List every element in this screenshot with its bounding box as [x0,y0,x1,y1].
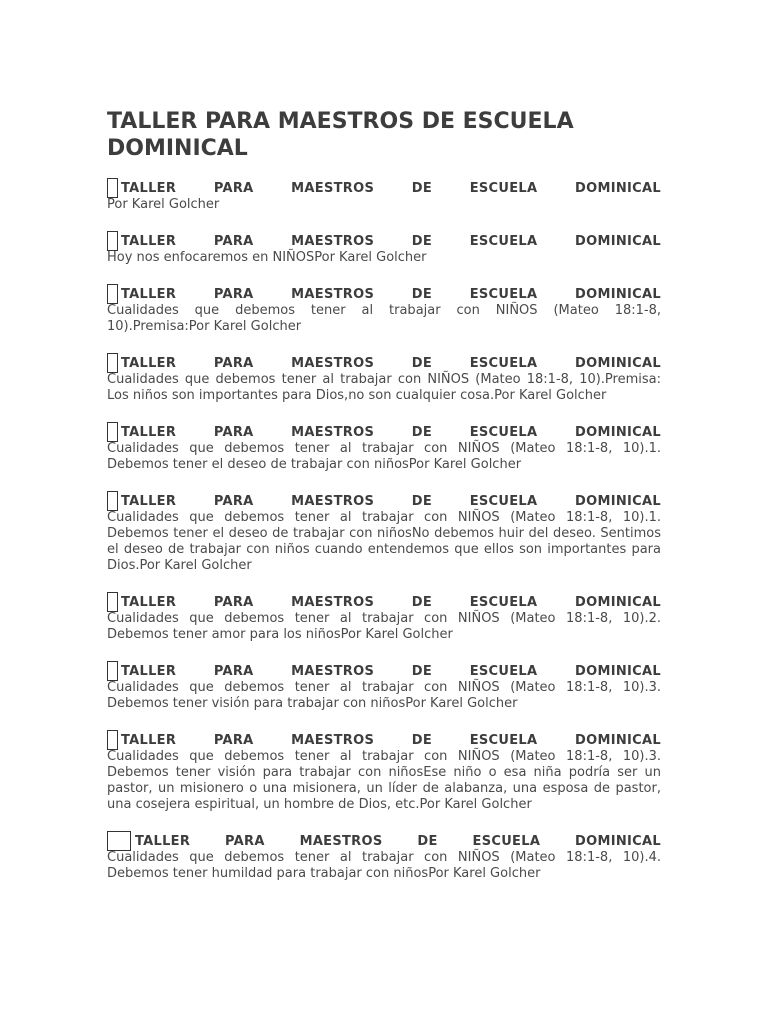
heading-word [575,594,661,611]
heading-word [470,424,538,441]
heading-word [412,286,432,303]
heading-word [412,233,432,250]
heading-word [575,233,661,250]
heading-word-text: MAESTROS [291,356,375,371]
heading-word-text: TALLER [121,425,177,440]
heading-word [412,180,432,197]
heading-word [300,833,383,850]
heading-word [107,177,176,197]
heading-word-text: ESCUELA [469,234,538,249]
heading-word-text: ESCUELA [469,733,538,748]
heading-word [107,729,176,749]
document-entry [107,283,661,335]
heading-word-text: DE [411,287,433,302]
entry-heading [107,729,661,749]
heading-word [575,180,661,197]
entry-text: Cualidades que debemos tener al trabajar con NIÑOS (Mateo 18:1-8, 10).2. Debemos tener amor para los niñosPor Karel Golcher [107,611,661,642]
missing-glyph-icon [107,831,131,851]
heading-word-text: DE [411,356,433,371]
heading-word [575,833,661,850]
heading-word-text: ESCUELA [469,287,538,302]
document-entry [107,729,661,813]
heading-word-text: DOMINICAL [575,494,661,509]
heading-word [214,233,254,250]
heading-word-text: PARA [213,356,254,371]
heading-word-text: TALLER [121,181,177,196]
missing-glyph-icon [107,661,118,681]
heading-word-text: DOMINICAL [575,181,661,196]
heading-word [291,424,374,441]
missing-glyph-icon [107,284,118,304]
document-entry [107,177,661,213]
heading-word-text: TALLER [121,287,177,302]
heading-word [575,355,661,372]
heading-word-text: DE [417,834,438,849]
heading-word-text: DE [411,181,433,196]
heading-word-text: MAESTROS [291,287,375,302]
heading-word [214,594,254,611]
heading-word [470,663,538,680]
document-entry [107,421,661,473]
heading-word [214,663,254,680]
heading-word-text: PARA [213,234,254,249]
heading-word-text: MAESTROS [291,181,375,196]
entry-text: Cualidades que debemos tener al trabajar con NIÑOS (Mateo 18:1-8, 10).3. Debemos tener visión para trabajar con niñosEse niño o esa niña podría ser un pastor, un misionero o una misionera, un líder de alabanza, una esposa de pastor, una cosejera espiritual, un hombre de Dios, etc.Por Karel Golcher [107,749,661,812]
heading-word-text: DOMINICAL [575,356,661,371]
entry-heading [107,352,661,372]
heading-word-text: PARA [213,494,254,509]
heading-word-text: MAESTROS [291,494,375,509]
entry-text: Por Karel Golcher [107,197,220,212]
document-page [107,108,661,899]
heading-word [107,283,176,303]
heading-word [575,732,661,749]
heading-word [225,833,265,850]
heading-word [470,732,538,749]
heading-word [412,663,432,680]
entry-text: Cualidades que debemos tener al trabajar con NIÑOS (Mateo 18:1-8, 10).1. Debemos tener el deseo de trabajar con niñosPor Karel Golcher [107,441,661,472]
heading-word-text: PARA [213,733,254,748]
heading-word [473,833,541,850]
heading-word [291,286,374,303]
heading-word [214,493,254,510]
heading-word [470,355,538,372]
heading-word [291,732,374,749]
heading-word-text: MAESTROS [291,234,375,249]
heading-word-text: ESCUELA [469,595,538,610]
heading-word-text: TALLER [121,733,177,748]
heading-word [575,424,661,441]
heading-word-text: PARA [213,425,254,440]
heading-word-text: ESCUELA [469,425,538,440]
missing-glyph-icon [107,178,118,198]
heading-word-text: DE [411,234,433,249]
heading-word [291,594,374,611]
heading-word-text: DOMINICAL [575,234,661,249]
entry-heading [107,283,661,303]
heading-word [107,352,176,372]
heading-word-text: DOMINICAL [575,287,661,302]
heading-word [214,286,254,303]
heading-word-text: TALLER [135,834,191,849]
page-title: TALLER PARA MAESTROS DE ESCUELA DOMINICAL [107,109,574,161]
heading-word-text: DE [411,664,433,679]
heading-word [107,591,176,611]
heading-word-text: DE [411,494,433,509]
heading-word [214,180,254,197]
heading-word-text: DOMINICAL [575,834,661,849]
entry-heading [107,591,661,611]
heading-word [412,493,432,510]
entry-text: Cualidades que debemos tener al trabajar con NIÑOS (Mateo 18:1-8, 10).Premisa: Los niños son importantes para Dios,no son cualquier cosa.Por Karel Golcher [107,372,661,403]
entry-text: Cualidades que debemos tener al trabajar con NIÑOS (Mateo 18:1-8, 10).4. Debemos tener humildad para trabajar con niñosPor Karel Golcher [107,850,661,881]
entry-heading [107,830,661,850]
heading-word-text: MAESTROS [291,425,375,440]
heading-word-text: MAESTROS [291,733,375,748]
heading-word-text: PARA [213,181,254,196]
document-entry [107,352,661,404]
entry-text: Cualidades que debemos tener al trabajar con NIÑOS (Mateo 18:1-8, 10).Premisa:Por Karel Golcher [107,303,661,334]
heading-word-text: DE [411,425,433,440]
document-entry [107,230,661,266]
missing-glyph-icon [107,491,118,511]
heading-word [107,490,176,510]
heading-word [412,424,432,441]
heading-word [291,233,374,250]
entry-heading [107,177,661,197]
heading-word [291,355,374,372]
heading-word [107,421,176,441]
heading-word-text: PARA [225,834,265,849]
heading-word-text: DE [411,733,433,748]
heading-word [470,286,538,303]
heading-word [412,355,432,372]
entry-text: Cualidades que debemos tener al trabajar con NIÑOS (Mateo 18:1-8, 10).3. Debemos tener visión para trabajar con niñosPor Karel Golcher [107,680,661,711]
heading-word-text: MAESTROS [291,664,375,679]
heading-word-text: ESCUELA [472,834,541,849]
entry-text: Hoy nos enfocaremos en NIÑOSPor Karel Golcher [107,250,427,265]
heading-word [575,493,661,510]
heading-word-text: ESCUELA [469,181,538,196]
entry-heading [107,660,661,680]
heading-word-text: DOMINICAL [575,664,661,679]
heading-word [107,660,176,680]
heading-word [214,732,254,749]
heading-word [417,833,437,850]
missing-glyph-icon [107,353,118,373]
missing-glyph-icon [107,422,118,442]
heading-word-text: DE [411,595,433,610]
heading-word [575,663,661,680]
document-entry [107,490,661,574]
heading-word-text: TALLER [121,356,177,371]
document-entry [107,660,661,712]
heading-word-text: TALLER [121,234,177,249]
heading-word [214,424,254,441]
heading-word-text: MAESTROS [291,595,375,610]
document-entry [107,830,661,882]
heading-word-text: ESCUELA [469,664,538,679]
heading-word [214,355,254,372]
heading-word-text: TALLER [121,664,177,679]
entry-heading [107,490,661,510]
missing-glyph-icon [107,231,118,251]
heading-word [470,180,538,197]
heading-word [291,663,374,680]
heading-word [470,493,538,510]
entry-heading [107,421,661,441]
heading-word-text: PARA [213,664,254,679]
heading-word [107,230,176,250]
heading-word-text: ESCUELA [469,494,538,509]
heading-word [470,594,538,611]
heading-word [291,493,374,510]
heading-word-text: MAESTROS [299,834,383,849]
heading-word-text: DOMINICAL [575,733,661,748]
heading-word-text: DOMINICAL [575,595,661,610]
heading-word [107,830,190,850]
heading-word-text: PARA [213,595,254,610]
heading-word-text: DOMINICAL [575,425,661,440]
missing-glyph-icon [107,730,118,750]
heading-word [470,233,538,250]
heading-word-text: TALLER [121,595,177,610]
heading-word [412,732,432,749]
missing-glyph-icon [107,592,118,612]
heading-word [412,594,432,611]
heading-word [291,180,374,197]
heading-word-text: TALLER [121,494,177,509]
entry-text: Cualidades que debemos tener al trabajar con NIÑOS (Mateo 18:1-8, 10).1. Debemos tener el deseo de trabajar con niñosNo debemos huir del deseo. Sentimos el deseo de trabajar con niños cuando entendemos que ellos son importantes para Dios.Por Karel Golcher [107,510,661,573]
heading-word [575,286,661,303]
entry-heading [107,230,661,250]
heading-word-text: ESCUELA [469,356,538,371]
entry-list [107,177,661,882]
document-entry [107,591,661,643]
heading-word-text: PARA [213,287,254,302]
